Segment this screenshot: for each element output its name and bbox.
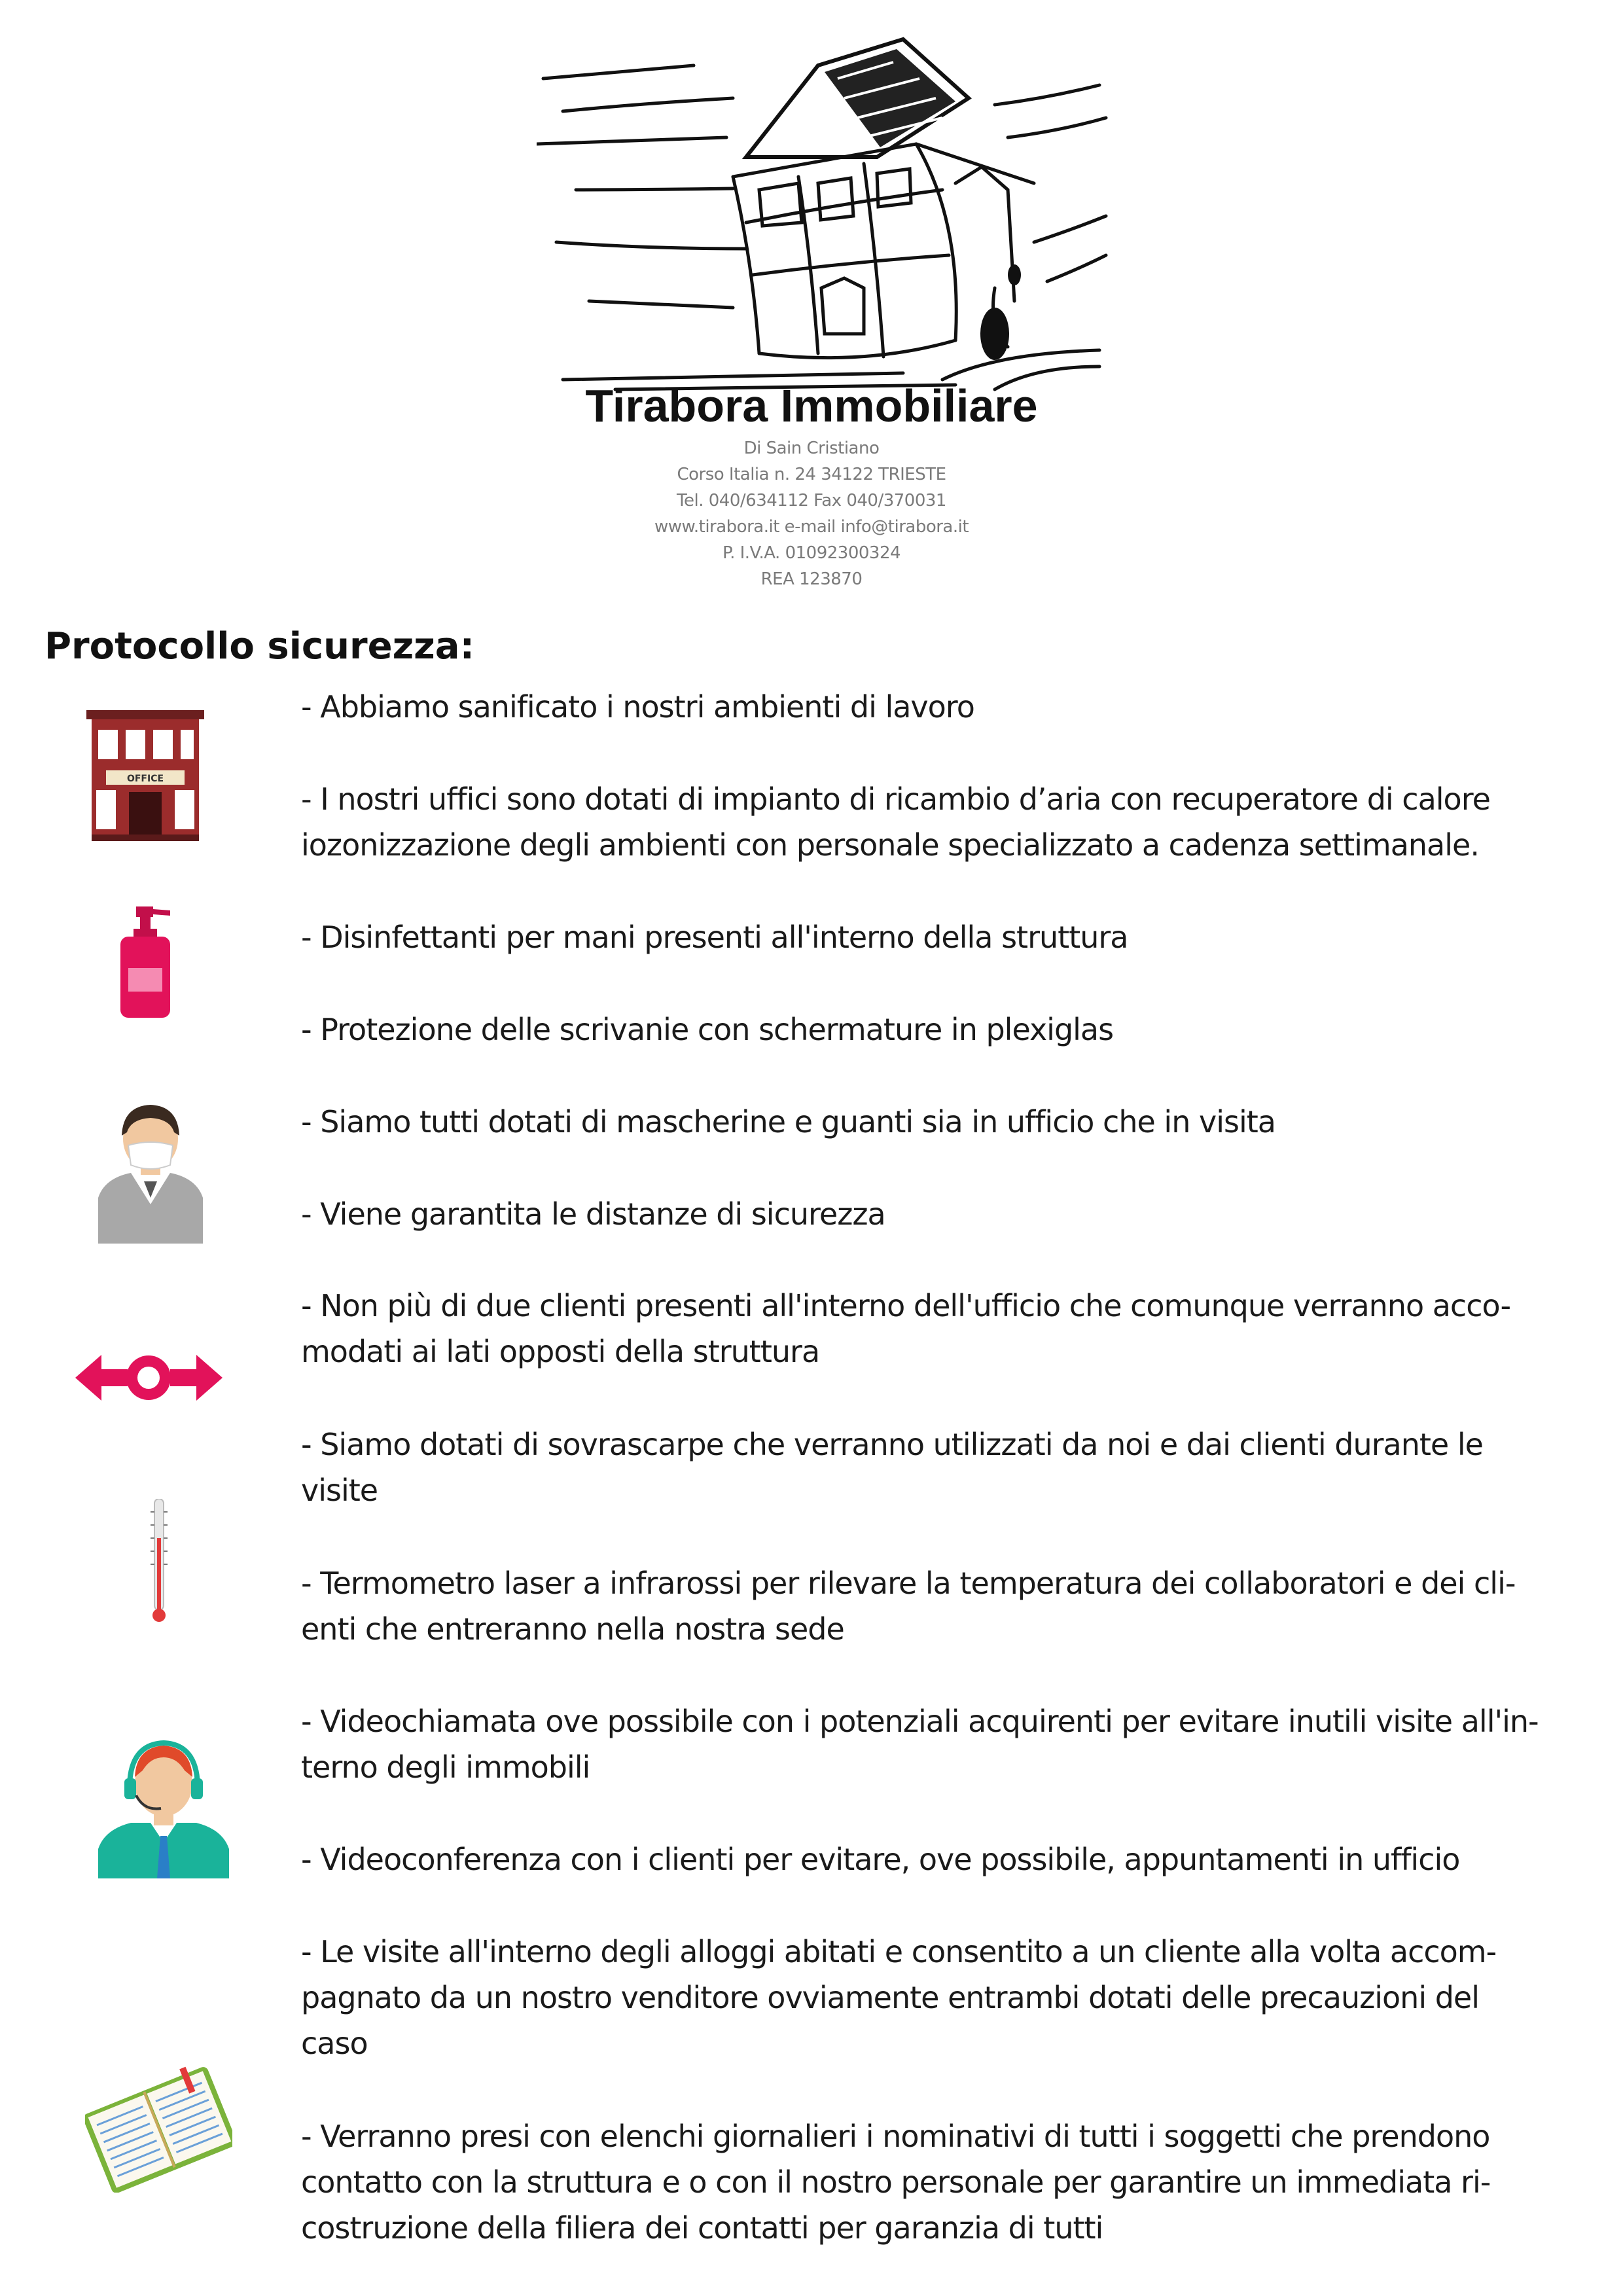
info-rea: REA 123870 [760, 569, 863, 589]
item-line: - Termometro laser a infrarossi per rilevare la temperatura dei collaboratori e dei cli- [301, 1566, 1516, 1601]
distance-arrows-icon [75, 1348, 223, 1407]
protocol-item-6 [301, 1191, 1584, 1237]
company-name: Tirabora Immobiliare [585, 380, 1038, 431]
item-line: - Siamo dotati di sovrascarpe che verranno utilizzati da noi e dai clienti durante le [301, 1427, 1483, 1462]
item-line: - Non più di due clienti presenti all'interno dell'ufficio che comunque verranno acco- [301, 1288, 1511, 1323]
protocol-item-5 [301, 1099, 1584, 1145]
protocol-item-3 [301, 914, 1584, 960]
info-address: Corso Italia n. 24 34122 TRIESTE [677, 465, 946, 484]
item-line: - Abbiamo sanificato i nostri ambienti di lavoro [301, 689, 974, 725]
info-web: www.tirabora.it e-mail info@tirabora.it [654, 517, 969, 537]
item-line: visite [301, 1473, 378, 1508]
item-line: pagnato da un nostro venditore ovviamente entrambi dotati delle precauzioni del [301, 1980, 1480, 2015]
notebook-icon [85, 2062, 232, 2193]
hand-sanitizer-icon [118, 906, 177, 1018]
company-info [0, 435, 1623, 592]
protocol-item-2 [301, 776, 1584, 868]
item-line: iozonizzazione degli ambienti con personale specializzato a cadenza settimanale. [301, 827, 1479, 863]
masked-person-icon [98, 1100, 203, 1244]
section-title: Protocollo sicurezza: [45, 625, 474, 668]
protocol-item-11 [301, 1837, 1584, 1882]
item-line: enti che entreranno nella nostra sede [301, 1611, 844, 1647]
item-line: - Siamo tutti dotati di mascherine e guanti sia in ufficio che in visita [301, 1104, 1275, 1139]
item-line: - Videochiamata ove possibile con i potenziali acquirenti per evitare inutili visite all'in- [301, 1704, 1539, 1739]
item-line: terno degli immobili [301, 1749, 590, 1785]
item-line: costruzione della filiera dei contatti per garanzia di tutti [301, 2210, 1103, 2246]
protocol-item-12 [301, 1929, 1584, 2066]
protocol-item-9 [301, 1560, 1584, 1652]
item-line: - Le visite all'interno degli alloggi abitati e consentito a un cliente alla volta accom- [301, 1934, 1497, 1969]
item-line: - Viene garantita le distanze di sicurezza [301, 1196, 885, 1232]
protocol-item-10 [301, 1698, 1584, 1790]
office-sign-text: OFFICE [126, 774, 164, 784]
info-owner: Di Sain Cristiano [743, 439, 880, 458]
company-logo [537, 26, 1113, 393]
protocol-item-1 [301, 684, 1584, 730]
item-line: modati ai lati opposti della struttura [301, 1334, 820, 1369]
office-building-icon [86, 710, 204, 841]
item-line: caso [301, 2026, 368, 2061]
item-line: - I nostri uffici sono dotati di impianto di ricambio d’aria con recuperatore di calore [301, 781, 1490, 817]
item-line: - Protezione delle scrivanie con schermature in plexiglas [301, 1012, 1114, 1047]
protocol-item-13 [301, 2113, 1584, 2251]
item-line: contatto con la struttura e o con il nostro personale per garantire un immediata ri- [301, 2164, 1491, 2200]
item-line: - Disinfettanti per mani presenti all'interno della struttura [301, 920, 1128, 955]
info-vat: P. I.V.A. 01092300324 [722, 543, 901, 563]
info-phone: Tel. 040/634112 Fax 040/370031 [677, 491, 946, 511]
item-line: - Verranno presi con elenchi giornalieri i nominativi di tutti i soggetti che prendono [301, 2119, 1490, 2154]
headset-operator-icon [98, 1738, 229, 1878]
protocol-item-7 [301, 1283, 1584, 1374]
thermometer-icon [149, 1499, 169, 1623]
protocol-item-8 [301, 1422, 1584, 1513]
item-line: - Videoconferenza con i clienti per evitare, ove possibile, appuntamenti in ufficio [301, 1842, 1460, 1877]
protocol-item-4 [301, 1007, 1584, 1052]
